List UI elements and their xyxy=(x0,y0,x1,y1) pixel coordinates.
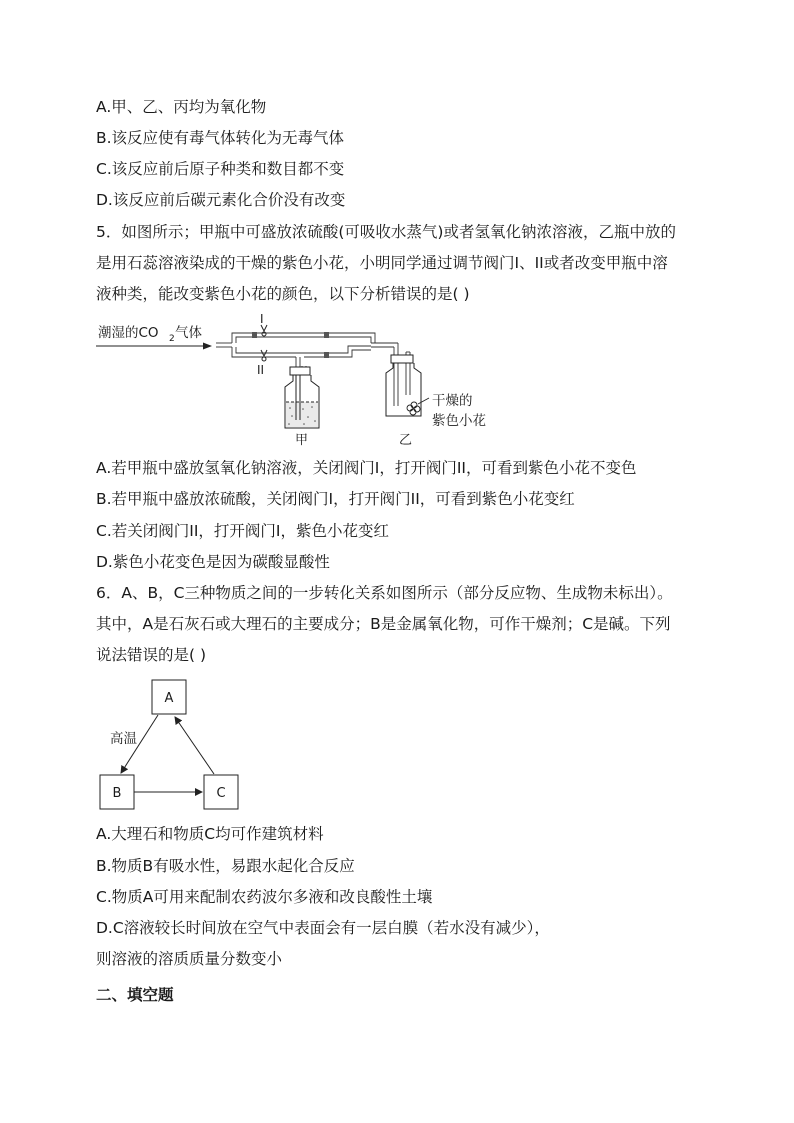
gas-label-subscript: 2 xyxy=(169,334,175,344)
q6-option-d-line2: 则溶液的溶质质量分数变小 xyxy=(96,950,283,968)
bottle-yi-label: 乙 xyxy=(399,433,413,448)
q6-stem-line2: 其中，A是石灰石或大理石的主要成分；B是金属氧化物，可作干燥剂；C是碱。下列 xyxy=(96,615,671,633)
q5-stem-line3: 液种类，能改变紫色小花的颜色，以下分析错误的是( ) xyxy=(96,285,470,303)
flower-label-line2: 紫色小花 xyxy=(432,413,486,429)
q5-stem-line2: 是用石蕊溶液染成的干燥的紫色小花，小明同学通过调节阀门I、II或者改变甲瓶中溶 xyxy=(96,254,668,272)
q6-option-b: B.物质B有吸水性，易跟水起化合反应 xyxy=(96,857,355,875)
arrow-c-to-a xyxy=(175,717,214,774)
q5-option-d: D.紫色小花变色是因为碳酸显酸性 xyxy=(96,553,330,571)
gas-label-text: 潮湿的CO xyxy=(98,325,159,341)
q6-stem-line1: 6．A、B，C三种物质之间的一步转化关系如图所示（部分反应物、生成物未标出）。 xyxy=(96,584,673,602)
q4-option-a: A.甲、乙、丙均为氧化物 xyxy=(96,98,267,116)
flower-label-line1: 干燥的 xyxy=(432,393,473,409)
q4-option-d: D.该反应前后碳元素化合价没有改变 xyxy=(96,191,346,209)
q4-option-c: C.该反应前后原子种类和数目都不变 xyxy=(96,160,345,178)
box-c-label: C xyxy=(216,786,226,801)
q5-option-b: B.若甲瓶中盛放浓硫酸，关闭阀门I，打开阀门II，可看到紫色小花变红 xyxy=(96,490,575,508)
q6-option-c: C.物质A可用来配制农药波尔多液和改良酸性土壤 xyxy=(96,888,433,906)
valve-ii-label: II xyxy=(257,363,265,377)
section-title: 二、填空题 xyxy=(96,986,174,1004)
box-b-label: B xyxy=(112,786,122,801)
q4-option-b: B.该反应使有毒气体转化为无毒气体 xyxy=(96,129,345,147)
bottle-jia-label: 甲 xyxy=(295,433,309,448)
condition-label: 高温 xyxy=(110,731,137,747)
q5-stem-line1: 5．如图所示；甲瓶中可盛放浓硫酸(可吸收水蒸气)或者氢氧化钠浓溶液，乙瓶中放的 xyxy=(96,223,676,241)
valve-i-label: I xyxy=(260,312,264,326)
gas-label-suffix: 气体 xyxy=(175,325,202,341)
q6-stem-line3: 说法错误的是( ) xyxy=(96,646,207,664)
q5-option-a: A.若甲瓶中盛放氢氧化钠溶液，关闭阀门I，打开阀门II，可看到紫色小花不变色 xyxy=(96,459,637,477)
box-a-label: A xyxy=(164,691,174,706)
q5-option-c: C.若关闭阀门II，打开阀门I，紫色小花变红 xyxy=(96,522,389,540)
q6-option-d-line1: D.C溶液较长时间放在空气中表面会有一层白膜（若水没有减少）， xyxy=(96,919,550,937)
q6-option-a: A.大理石和物质C均可作建筑材料 xyxy=(96,825,324,843)
